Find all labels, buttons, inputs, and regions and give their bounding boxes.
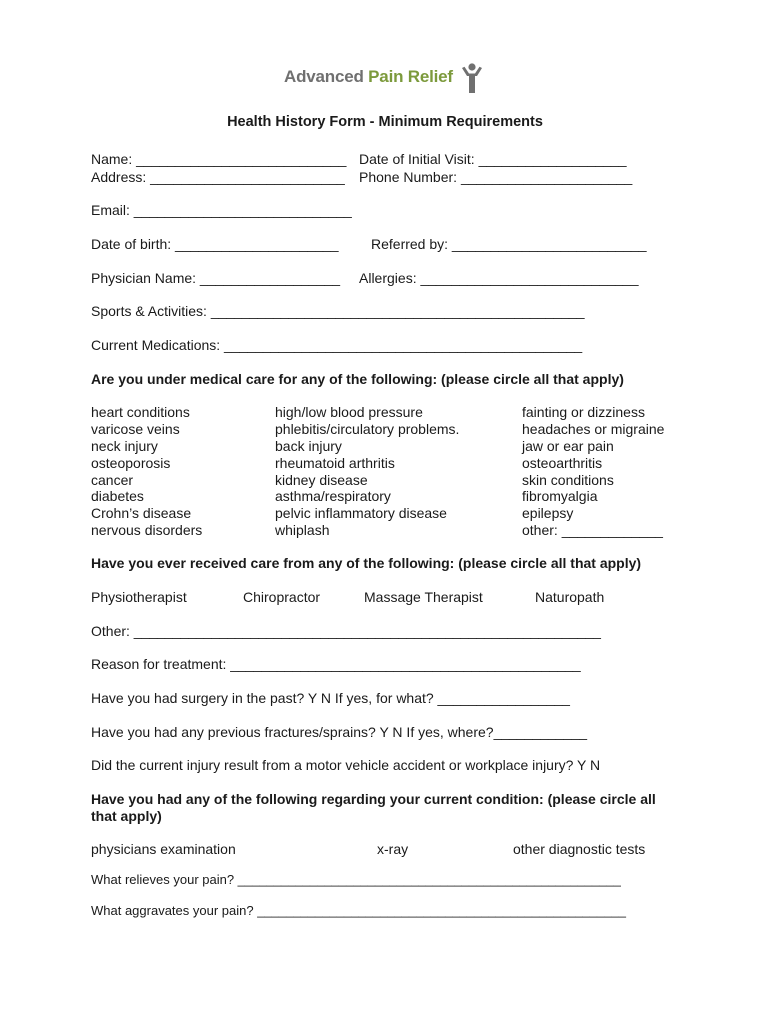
condition-option[interactable]: jaw or ear pain — [522, 438, 614, 454]
condition-option[interactable]: fibromyalgia — [522, 488, 598, 504]
diagnostic-option-xray[interactable]: x-ray — [377, 841, 409, 857]
care-option-chiropractor[interactable]: Chiropractor — [243, 589, 321, 605]
condition-option[interactable]: back injury — [275, 438, 342, 454]
diagnostic-option-exam[interactable]: physicians examination — [91, 841, 236, 857]
brand-name-part2: Pain Relief — [368, 67, 453, 86]
name-field[interactable]: Name: ___________________________ — [91, 151, 347, 167]
condition-option[interactable]: varicose veins — [91, 421, 180, 437]
email-field[interactable]: Email: ____________________________ — [91, 202, 352, 218]
pain-relieves-field[interactable]: What relieves your pain? _____________________________________________________ — [91, 872, 621, 887]
condition-option[interactable]: epilepsy — [522, 505, 574, 521]
reason-for-treatment-field[interactable]: Reason for treatment: _____________________________________________ — [91, 656, 581, 672]
condition-option[interactable]: neck injury — [91, 438, 158, 454]
referred-by-field[interactable]: Referred by: _________________________ — [371, 236, 647, 252]
condition-option[interactable]: osteoarthritis — [522, 455, 603, 471]
care-received-heading: Have you ever received care from any of the following: (please circle all that apply) — [91, 555, 642, 571]
condition-option[interactable]: cancer — [91, 472, 134, 488]
condition-option[interactable]: rheumatoid arthritis — [275, 455, 395, 471]
brand-name — [284, 67, 453, 87]
condition-option[interactable]: nervous disorders — [91, 522, 203, 538]
surgery-question[interactable]: Have you had surgery in the past? Y N If yes, for what? _________________ — [91, 690, 570, 706]
medical-care-heading: Are you under medical care for any of the following: (please circle all that apply) — [91, 371, 624, 387]
diagnostic-option-other[interactable]: other diagnostic tests — [513, 841, 646, 857]
condition-option[interactable]: kidney disease — [275, 472, 368, 488]
diagnostics-heading-line1: Have you had any of the following regarding your current condition: (please circle all — [91, 791, 656, 807]
brand-name-part1: Advanced — [284, 67, 369, 86]
address-field[interactable]: Address: _________________________ — [91, 169, 345, 185]
dob-field[interactable]: Date of birth: _____________________ — [91, 236, 339, 252]
condition-option[interactable]: whiplash — [275, 522, 330, 538]
sports-field[interactable]: Sports & Activities: ________________________________________________ — [91, 303, 585, 319]
condition-option[interactable]: fainting or dizziness — [522, 404, 645, 420]
condition-option[interactable]: pelvic inflammatory disease — [275, 505, 447, 521]
condition-other-field[interactable]: other: _____________ — [522, 522, 663, 538]
care-option-physiotherapist[interactable]: Physiotherapist — [91, 589, 187, 605]
condition-option[interactable]: osteoporosis — [91, 455, 171, 471]
condition-option[interactable]: asthma/respiratory — [275, 488, 391, 504]
condition-option[interactable]: high/low blood pressure — [275, 404, 423, 420]
person-arms-raised-icon — [460, 62, 484, 94]
condition-option[interactable]: heart conditions — [91, 404, 190, 420]
phone-field[interactable]: Phone Number: ______________________ — [359, 169, 633, 185]
medications-field[interactable]: Current Medications: ______________________________________________ — [91, 337, 583, 353]
care-other-field[interactable]: Other: ____________________________________________________________ — [91, 623, 601, 639]
pain-aggravates-field[interactable]: What aggravates your pain? ___________________________________________________ — [91, 903, 626, 918]
condition-option[interactable]: phlebitis/circulatory problems. — [275, 421, 460, 437]
page-title: Health History Form - Minimum Requirements — [227, 114, 543, 130]
condition-option[interactable]: Crohn’s disease — [91, 505, 192, 521]
accident-question[interactable]: Did the current injury result from a motor vehicle accident or workplace injury? Y N — [91, 757, 601, 773]
condition-option[interactable]: headaches or migraine — [522, 421, 665, 437]
fractures-question[interactable]: Have you had any previous fractures/sprains? Y N If yes, where?____________ — [91, 724, 588, 740]
condition-option[interactable]: diabetes — [91, 488, 144, 504]
allergies-field[interactable]: Allergies: ____________________________ — [359, 270, 639, 286]
physician-field[interactable]: Physician Name: __________________ — [91, 270, 341, 286]
condition-option[interactable]: skin conditions — [522, 472, 614, 488]
diagnostics-heading-line2: that apply) — [91, 808, 162, 824]
care-option-massage-therapist[interactable]: Massage Therapist — [364, 589, 483, 605]
date-initial-visit-field[interactable]: Date of Initial Visit: ___________________ — [359, 151, 627, 167]
care-option-naturopath[interactable]: Naturopath — [535, 589, 605, 605]
